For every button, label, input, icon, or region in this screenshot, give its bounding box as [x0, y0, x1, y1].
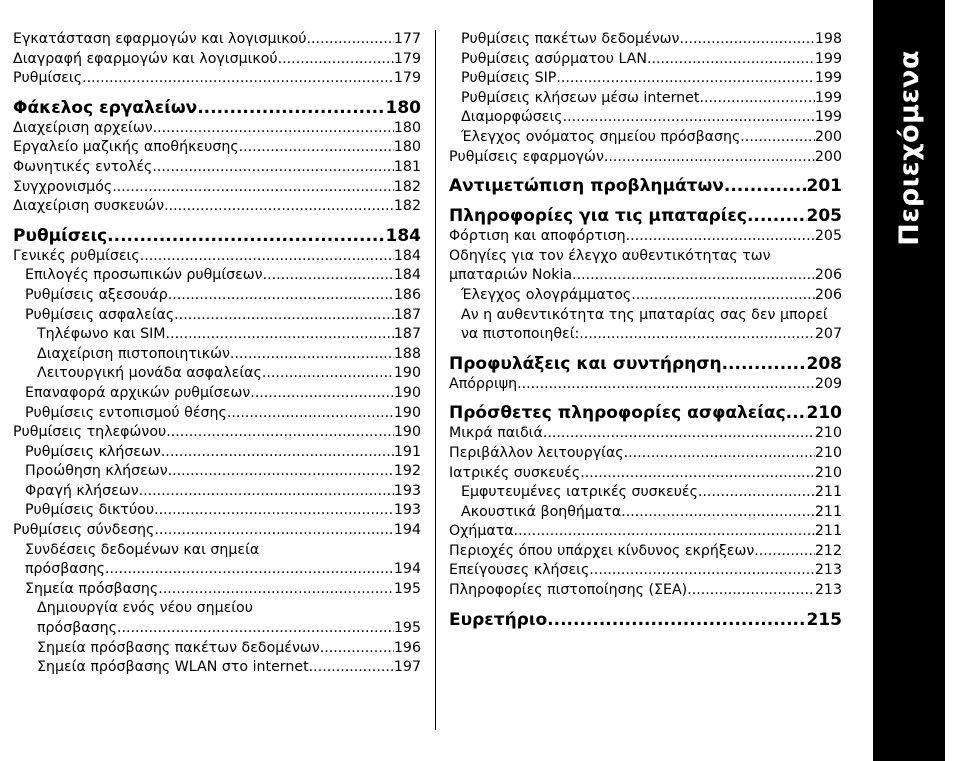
- toc-entry-title: Εγκατάσταση εφαρμογών και λογισμικού: [13, 31, 307, 47]
- toc-leader-dots: [786, 402, 807, 424]
- toc-entry[interactable]: [13, 306, 421, 326]
- toc-leader-dots: [543, 424, 815, 444]
- toc-leader-dots: [158, 580, 394, 600]
- toc-entry-title: Ρυθμίσεις εντοπισμού θέσης: [25, 404, 227, 421]
- toc-leader-dots: [154, 521, 394, 541]
- toc-leader-dots: [164, 197, 394, 217]
- toc-leader-dots: [579, 325, 815, 345]
- toc-section-heading[interactable]: [13, 225, 421, 247]
- toc-entry-title: Σημεία πρόσβασης: [25, 580, 159, 597]
- toc-entry[interactable]: [13, 286, 421, 306]
- toc-entry-title-cont: πρόσβασης: [37, 620, 117, 637]
- toc-leader-dots: [624, 444, 815, 464]
- toc-entry-title: Ρυθμίσεις κλήσεων: [25, 443, 161, 460]
- toc-leader-dots: [263, 266, 394, 286]
- toc-entry[interactable]: [13, 501, 421, 521]
- toc-leader-dots: [168, 462, 394, 482]
- toc-entry-title: Φάκελος εργαλείων: [13, 97, 198, 118]
- toc-entry-title: Πληροφορίες πιστοποίησης (ΣΕΑ): [449, 582, 688, 599]
- toc-page-number: 181: [393, 158, 421, 175]
- toc-entry[interactable]: [449, 148, 842, 168]
- toc-leader-dots: [105, 560, 394, 580]
- toc-page-number: 206: [814, 286, 842, 303]
- toc-entry[interactable]: [449, 503, 842, 523]
- toc-entry[interactable]: [13, 364, 421, 384]
- toc-entry-title: Ρυθμίσεις: [13, 70, 83, 87]
- toc-entry-title: Διαχείριση συσκευών: [13, 198, 165, 215]
- toc-page-number: 200: [814, 128, 842, 145]
- toc-leader-dots: [547, 609, 806, 631]
- toc-page-number: 180: [393, 119, 421, 136]
- toc-section-heading[interactable]: [449, 205, 842, 227]
- toc-page-number: 211: [814, 503, 842, 520]
- toc-entry[interactable]: [13, 658, 421, 678]
- toc-entry-title-cont: να πιστοποιηθεί:: [461, 326, 580, 343]
- toc-entry-title: Πρόσθετες πληροφορίες ασφαλείας: [449, 403, 786, 424]
- toc-leader-dots: [647, 50, 815, 70]
- toc-leader-dots: [604, 148, 815, 168]
- toc-entry-title: Περιβάλλον λειτουργίας: [449, 444, 624, 461]
- toc-entry-title: Αν η αυθεντικότητα της μπαταρίας σας δεν μπορεί: [461, 306, 828, 323]
- toc-page-number: 211: [814, 484, 842, 501]
- toc-leader-dots: [580, 464, 815, 484]
- toc-entry[interactable]: [449, 424, 842, 444]
- toc-page-number: 207: [814, 326, 842, 343]
- toc-page-number: 199: [814, 89, 842, 106]
- toc-entry[interactable]: [13, 443, 421, 463]
- toc-entry[interactable]: [13, 178, 421, 198]
- toc-page-number: 197: [393, 659, 421, 676]
- toc-entry-title: Ρυθμίσεις αξεσουάρ: [25, 286, 168, 303]
- toc-leader-dots: [309, 658, 394, 678]
- toc-leader-dots: [626, 227, 815, 247]
- toc-entry-title: Διαγραφή εφαρμογών και λογισμικού: [13, 50, 278, 67]
- toc-entry-title: Προφυλάξεις και συντήρηση: [449, 353, 722, 374]
- toc-leader-dots: [250, 384, 394, 404]
- toc-entry-title: Ρυθμίσεις δικτύου: [25, 502, 155, 519]
- toc-entry-title: Αντιμετώπιση προβλημάτων: [449, 176, 724, 197]
- toc-page-number: 206: [814, 267, 842, 284]
- toc-page-number: 210: [814, 425, 842, 442]
- toc-leader-dots: [197, 97, 385, 119]
- toc-page-number: 195: [393, 580, 421, 597]
- toc-entry[interactable]: [13, 384, 421, 404]
- toc-leader-dots: [556, 69, 815, 89]
- toc-leader-dots: [621, 503, 815, 523]
- toc-entry[interactable]: [13, 158, 421, 178]
- toc-page-number: 208: [806, 353, 842, 374]
- chapter-side-tab: [873, 0, 945, 761]
- toc-entry[interactable]: [449, 375, 842, 395]
- toc-page-number: 211: [814, 523, 842, 540]
- toc-leader-dots: [517, 375, 815, 395]
- toc-entry[interactable]: [449, 581, 842, 601]
- toc-entry-title: Εργαλείο μαζικής αποθήκευσης: [13, 139, 239, 156]
- toc-leader-dots: [166, 325, 394, 345]
- toc-page-number: 192: [393, 463, 421, 480]
- toc-entry[interactable]: [449, 227, 842, 247]
- toc-entry-title: Διαμορφώσεις: [461, 109, 563, 126]
- toc-entry-title: Φωνητικές εντολές: [13, 158, 153, 175]
- toc-leader-dots: [724, 175, 807, 197]
- toc-entry-title-cont: μπαταριών Nokia: [449, 267, 573, 284]
- column-divider: [435, 30, 436, 730]
- toc-entry-title: Ευρετήριο: [449, 609, 548, 630]
- toc-leader-dots: [140, 247, 394, 267]
- toc-entry-title: Ρυθμίσεις σύνδεσης: [13, 522, 155, 539]
- toc-entry[interactable]: [449, 306, 842, 326]
- toc-entry[interactable]: [13, 639, 421, 659]
- toc-entry-title: Ακουστικά βοηθήματα: [461, 503, 622, 520]
- toc-entry-title: Διαχείριση πιστοποιητικών: [37, 345, 230, 362]
- toc-page-number: 179: [393, 70, 421, 87]
- toc-entry[interactable]: [449, 89, 842, 109]
- toc-entry-title: Προώθηση κλήσεων: [25, 463, 168, 480]
- toc-leader-dots: [230, 345, 394, 365]
- toc-leader-dots: [563, 108, 815, 128]
- toc-page-number: 194: [393, 561, 421, 578]
- toc-entry-title: Επείγουσες κλήσεις: [449, 562, 590, 579]
- toc-leader-dots: [117, 619, 394, 639]
- toc-entry-title: Ρυθμίσεις εφαρμογών: [449, 148, 604, 165]
- toc-entry-title: Απόρριψη: [449, 375, 518, 392]
- toc-entry[interactable]: [13, 541, 421, 561]
- toc-leader-dots: [166, 423, 394, 443]
- toc-page-number: 187: [393, 326, 421, 343]
- toc-page-number: 200: [814, 148, 842, 165]
- toc-entry[interactable]: [13, 138, 421, 158]
- toc-entry-title-cont: πρόσβασης: [25, 561, 105, 578]
- toc-entry[interactable]: [449, 522, 842, 542]
- toc-page-number: 199: [814, 50, 842, 67]
- toc-entry-title: Δημιουργία ενός νέου σημείου: [37, 600, 253, 617]
- toc-page-number: 205: [814, 228, 842, 245]
- toc-entry[interactable]: [13, 50, 421, 70]
- toc-page-number: 210: [806, 403, 842, 424]
- toc-entry[interactable]: [13, 119, 421, 139]
- toc-page-number: 199: [814, 70, 842, 87]
- toc-entry-continuation[interactable]: [13, 619, 421, 639]
- toc-entry-title: Φραγή κλήσεων: [25, 482, 139, 499]
- toc-entry-title: Ρυθμίσεις πακέτων δεδομένων: [461, 31, 680, 47]
- toc-entry[interactable]: [13, 462, 421, 482]
- toc-leader-dots: [82, 69, 394, 89]
- toc-page-number: 187: [393, 306, 421, 323]
- toc-leader-dots: [514, 522, 815, 542]
- toc-entry-title: Ρυθμίσεις ασφαλείας: [25, 306, 175, 323]
- toc-entry[interactable]: [13, 325, 421, 345]
- toc-page-number: 212: [814, 542, 842, 559]
- toc-entry-title: Ρυθμίσεις SIP: [461, 70, 557, 87]
- toc-page-number: 191: [393, 443, 421, 460]
- toc-page-number: 193: [393, 482, 421, 499]
- toc-leader-dots: [107, 225, 385, 247]
- toc-entry[interactable]: [449, 444, 842, 464]
- toc-entry-title: Σημεία πρόσβασης πακέτων δεδομένων: [37, 639, 320, 656]
- toc-page-number: 213: [814, 562, 842, 579]
- toc-leader-dots: [698, 483, 815, 503]
- toc-page-number: 180: [385, 97, 421, 118]
- toc-entry[interactable]: [13, 423, 421, 443]
- toc-page-number: 182: [393, 198, 421, 215]
- toc-page-number: 190: [393, 424, 421, 441]
- toc-leader-dots: [139, 482, 394, 502]
- toc-page-number: 190: [393, 365, 421, 382]
- side-tab-label: Περιεχόμενα: [893, 50, 925, 246]
- toc-entry[interactable]: [13, 404, 421, 424]
- toc-page-number: 190: [393, 384, 421, 401]
- toc-entry[interactable]: [13, 69, 421, 89]
- toc-entry-continuation[interactable]: [449, 325, 842, 345]
- toc-entry-title: Ρυθμίσεις: [13, 225, 108, 246]
- toc-entry[interactable]: [449, 247, 842, 267]
- toc-leader-dots: [680, 30, 815, 50]
- toc-leader-dots: [631, 286, 815, 306]
- toc-entry-continuation[interactable]: [449, 266, 842, 286]
- toc-entry-title: Περιοχές όπου υπάρχει κίνδυνος εκρήξεων: [449, 542, 755, 559]
- toc-entry[interactable]: [13, 30, 421, 50]
- toc-page-number: 179: [393, 50, 421, 67]
- toc-leader-dots: [589, 561, 815, 581]
- toc-entry-title: Ρυθμίσεις κλήσεων μέσω internet: [461, 89, 700, 106]
- toc-entry[interactable]: [449, 464, 842, 484]
- toc-entry-title: Συγχρονισμός: [13, 178, 113, 195]
- toc-entry[interactable]: [13, 482, 421, 502]
- toc-entry[interactable]: [449, 542, 842, 562]
- toc-entry[interactable]: [13, 580, 421, 600]
- toc-entry-title: Μικρά παιδιά: [449, 425, 543, 442]
- toc-entry-title: Φόρτιση και αποφόρτιση: [449, 228, 626, 245]
- toc-entry-title: Διαχείριση αρχείων: [13, 119, 153, 136]
- toc-leader-dots: [278, 50, 394, 70]
- toc-entry-title: Ρυθμίσεις τηλεφώνου: [13, 424, 167, 441]
- toc-entry-title: Ρυθμίσεις ασύρματου LAN: [461, 50, 647, 67]
- toc-leader-dots: [262, 364, 394, 384]
- toc-page-number: 215: [806, 609, 842, 630]
- toc-page-number: 186: [393, 286, 421, 303]
- toc-leader-dots: [153, 119, 394, 139]
- toc-page-number: 182: [393, 178, 421, 195]
- toc-page-number: 177: [393, 31, 421, 47]
- toc-page-number: 199: [814, 109, 842, 126]
- toc-section-heading[interactable]: [449, 609, 842, 631]
- toc-entry[interactable]: [449, 50, 842, 70]
- toc-entry[interactable]: [449, 286, 842, 306]
- toc-section-heading[interactable]: [449, 353, 842, 375]
- toc-entry-continuation[interactable]: [13, 560, 421, 580]
- toc-page-number: 184: [393, 267, 421, 284]
- toc-entry-title: Γενικές ρυθμίσεις: [13, 247, 140, 264]
- toc-page-number: 190: [393, 404, 421, 421]
- toc-entry[interactable]: [449, 69, 842, 89]
- toc-page-number: 205: [806, 206, 842, 227]
- toc-entry[interactable]: [13, 599, 421, 619]
- toc-leader-dots: [161, 443, 394, 463]
- toc-leader-dots: [740, 128, 815, 148]
- toc-page-number: 196: [393, 639, 421, 656]
- toc-entry[interactable]: [13, 197, 421, 217]
- toc-page-number: 184: [385, 225, 421, 246]
- toc-leader-dots: [112, 178, 394, 198]
- toc-entry[interactable]: [449, 30, 842, 50]
- toc-entry[interactable]: [449, 483, 842, 503]
- toc-entry[interactable]: [13, 345, 421, 365]
- toc-leader-dots: [168, 286, 394, 306]
- toc-entry-title: Λειτουργική μονάδα ασφαλείας: [37, 365, 262, 382]
- toc-page-number: 193: [393, 502, 421, 519]
- toc-leader-dots: [754, 542, 815, 562]
- toc-leader-dots: [152, 158, 394, 178]
- toc-entry-title: Οχήματα: [449, 523, 514, 540]
- toc-leader-dots: [320, 639, 394, 659]
- toc-leader-dots: [154, 501, 394, 521]
- toc-leader-dots: [174, 306, 394, 326]
- toc-leader-dots: [687, 581, 815, 601]
- toc-leader-dots: [572, 266, 815, 286]
- toc-section-heading[interactable]: [449, 175, 842, 197]
- toc-section-heading[interactable]: [449, 402, 842, 424]
- toc-entry-title: Οδηγίες για τον έλεγχο αυθεντικότητας των: [449, 247, 771, 264]
- toc-page-number: 188: [393, 345, 421, 362]
- toc-leader-dots: [699, 89, 814, 109]
- toc-leader-dots: [227, 404, 394, 424]
- toc-entry[interactable]: [449, 108, 842, 128]
- toc-section-heading[interactable]: [13, 97, 421, 119]
- toc-page-number: 195: [393, 620, 421, 637]
- toc-leader-dots: [239, 138, 394, 158]
- toc-page-number: 198: [814, 31, 842, 47]
- toc-entry-title: Συνδέσεις δεδομένων και σημεία: [25, 541, 260, 558]
- toc-leader-dots: [747, 205, 807, 227]
- toc-page-number: 210: [814, 464, 842, 481]
- toc-page-number: 210: [814, 444, 842, 461]
- toc-page-number: 180: [393, 139, 421, 156]
- toc-entry-title: Έλεγχος ολογράμματος: [461, 286, 632, 303]
- toc-entry-title: Εμφυτευμένες ιατρικές συσκευές: [461, 484, 698, 501]
- toc-entry-title: Ιατρικές συσκευές: [449, 464, 581, 481]
- toc-left-column: [13, 30, 421, 678]
- toc-page-number: 184: [393, 247, 421, 264]
- toc-entry[interactable]: [449, 561, 842, 581]
- toc-entry-title: Σημεία πρόσβασης WLAN στο internet: [37, 659, 309, 676]
- toc-entry-title: Πληροφορίες για τις μπαταρίες: [449, 206, 747, 227]
- toc-entry-title: Επαναφορά αρχικών ρυθμίσεων: [25, 384, 251, 401]
- toc-page-number: 201: [806, 176, 842, 197]
- toc-entry[interactable]: [13, 521, 421, 541]
- toc-page-number: 213: [814, 582, 842, 599]
- toc-entry[interactable]: [449, 128, 842, 148]
- toc-leader-dots: [722, 353, 807, 375]
- toc-middle-column: [449, 30, 842, 631]
- toc-entry[interactable]: [13, 266, 421, 286]
- toc-entry-title: Επιλογές προσωπικών ρυθμίσεων: [25, 267, 263, 284]
- toc-entry[interactable]: [13, 247, 421, 267]
- toc-entry-title: Έλεγχος ονόματος σημείου πρόσβασης: [461, 128, 741, 145]
- toc-page-number: 209: [814, 375, 842, 392]
- toc-page-number: 194: [393, 522, 421, 539]
- toc-leader-dots: [307, 30, 394, 50]
- toc-entry-title: Τηλέφωνο και SIM: [37, 326, 166, 343]
